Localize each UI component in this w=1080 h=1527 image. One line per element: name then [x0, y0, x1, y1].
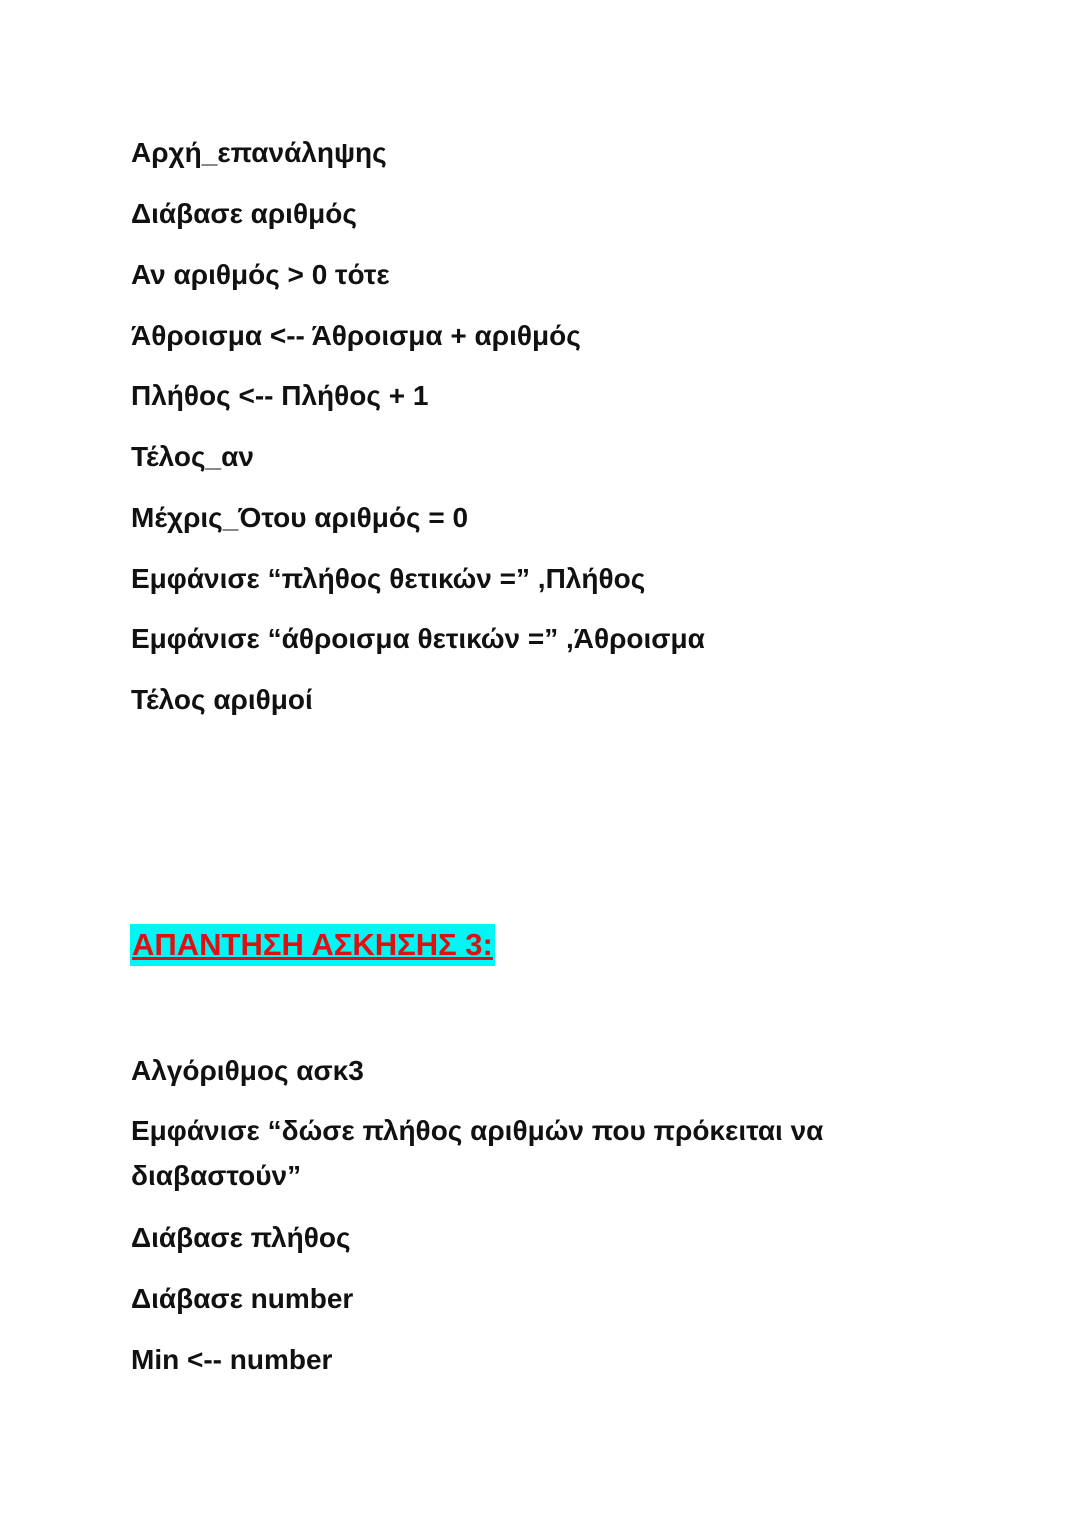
- code-line: Αρχή_επανάληψης: [131, 137, 387, 168]
- code-line: Αλγόριθμος ασκ3: [131, 1055, 364, 1086]
- code-line: Εμφάνισε “άθροισμα θετικών =” ,Άθροισμα: [131, 623, 705, 654]
- code-line: Διάβασε αριθμός: [131, 198, 357, 229]
- code-line: Αν αριθμός > 0 τότε: [131, 259, 390, 290]
- code-line: Εμφάνισε “δώσε πλήθος αριθμών που πρόκειται να διαβαστούν”: [131, 1115, 824, 1191]
- code-line: Διάβασε number: [131, 1283, 354, 1314]
- code-line: Τέλος_αν: [131, 441, 254, 472]
- code-line: Διάβασε πλήθος: [131, 1222, 351, 1253]
- code-line: Τέλος αριθμοί: [131, 684, 313, 715]
- code-line: Min <-- number: [131, 1344, 333, 1375]
- code-line: Μέχρις_Ότου αριθμός = 0: [131, 502, 469, 533]
- code-line: Πλήθος <-- Πλήθος + 1: [131, 380, 429, 411]
- code-line: Άθροισμα <-- Άθροισμα + αριθμός: [131, 320, 581, 351]
- answer-heading: ΑΠΑΝΤΗΣΗ ΑΣΚΗΣΗΣ 3:: [130, 924, 495, 966]
- code-line: Εμφάνισε “πλήθος θετικών =” ,Πλήθος: [131, 563, 646, 594]
